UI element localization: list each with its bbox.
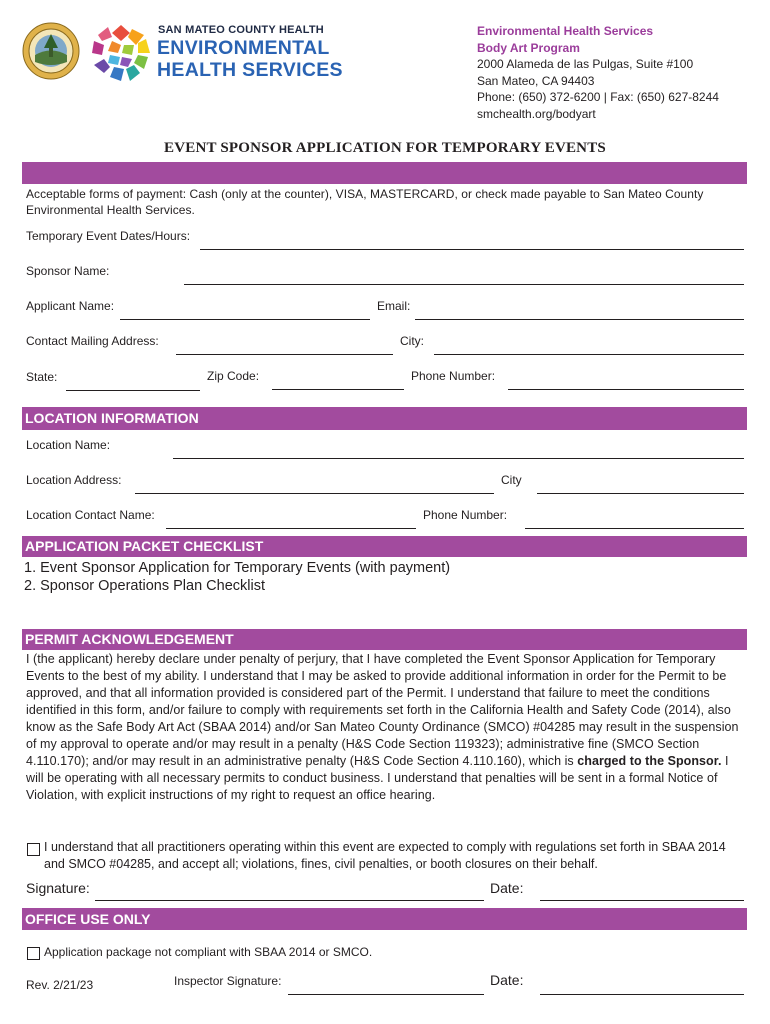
location-contact-field[interactable] [166,528,416,529]
revision-date: Rev. 2/21/23 [26,978,94,992]
mailing-address-label: Contact Mailing Address: [26,334,159,348]
phone-field[interactable] [508,389,744,390]
signature-field[interactable] [95,900,484,901]
city-label: City: [400,334,424,348]
location-address-label: Location Address: [26,473,122,487]
date-field[interactable] [540,900,744,901]
signature-label: Signature: [26,880,90,896]
ack-text-part: I (the applicant) hereby declare under penalty of perjury, that I have completed the Event Sponsor Application for Temporary Events to the best of my ability. I understand that I may be asked to provide additional information in order for the Permit to be approved, and that all information provided is considered part of the Permit. I understand that failure to meet the conditions identified in this form, and/or failure to comply with requirements set forth in the California Health and Safety Code (2014), also know as the Safe Body Art Act (SBAA 2014) and/or San Mateo County Ordinance (SMCO) #04285 may result in the suspension of my approval to operate and/or may result in a penalty (H&S Code Section 119323); administrative fine (SMCO Section 4.110.170); and/or may result in an administrative penalty (H&S Code Section 4.110.160), which is [26,652,739,768]
checklist-list [24,559,450,595]
program-name: Body Art Program [477,40,580,55]
agency-name-line2: HEALTH SERVICES [157,59,343,81]
checklist-item: 1. Event Sponsor Application for Temporary Events (with payment) [24,560,451,576]
email-label: Email: [377,299,411,313]
checklist-heading: APPLICATION PACKET CHECKLIST [25,538,264,554]
sponsor-name-label: Sponsor Name: [26,264,110,278]
acknowledgement-heading: PERMIT ACKNOWLEDGEMENT [25,631,234,647]
county-seal-logo [22,22,80,80]
compliance-checkbox[interactable] [27,843,40,856]
phone-fax: Phone: (650) 372-6200 | Fax: (650) 627-8244 [477,90,719,104]
phone-label: Phone Number: [411,369,496,383]
inspector-date-field[interactable] [540,994,744,995]
sponsor-name-field[interactable] [184,284,744,285]
inspector-signature-field[interactable] [288,994,484,995]
sponsor-section-bar [22,162,747,184]
payment-note: Acceptable forms of payment: Cash (only at the counter), VISA, MASTERCARD, or check made payable to San Mateo County Environmental Health Services. [26,187,704,217]
event-dates-label: Temporary Event Dates/Hours: [26,229,191,243]
location-city-label: City [501,473,522,487]
event-dates-field[interactable] [200,249,744,250]
mailing-address-field[interactable] [176,354,393,355]
state-field[interactable] [66,390,200,391]
state-label: State: [26,370,58,384]
address-line2: San Mateo, CA 94403 [477,73,595,88]
applicant-name-field[interactable] [120,319,370,320]
location-section-bar [22,407,747,430]
city-field[interactable] [434,354,744,355]
location-phone-label: Phone Number: [423,508,508,522]
website: smchealth.org/bodyart [477,106,596,121]
acknowledgement-text [26,651,746,804]
zip-label: Zip Code: [207,369,260,383]
email-field[interactable] [415,319,744,320]
inspector-signature-label: Inspector Signature: [174,974,282,988]
location-name-field[interactable] [173,458,744,459]
location-heading: LOCATION INFORMATION [25,410,199,426]
checklist-item: 2. Sponsor Operations Plan Checklist [24,578,265,594]
applicant-name-label: Applicant Name: [26,299,115,313]
checklist-section-bar [22,536,747,557]
ack-text-bold: charged to the Sponsor. [577,754,722,768]
acknowledgement-section-bar [22,629,747,650]
location-name-label: Location Name: [26,438,111,452]
dept-name: Environmental Health Services [477,24,654,38]
not-compliant-text: Application package not compliant with SBAA 2014 or SMCO. [44,945,373,959]
date-label: Date: [490,880,524,896]
compliance-checkbox-text: I understand that all practitioners operating within this event are expected to comply with regulations set forth in SBAA 2014 and SMCO #04285, and accept all; violations, fines, civil penalties, or booth closures on their behalf. [44,840,726,871]
zip-field[interactable] [272,389,404,390]
inspector-date-label: Date: [490,972,524,988]
not-compliant-checkbox[interactable] [27,947,40,960]
document-title: EVENT SPONSOR APPLICATION FOR TEMPORARY EVENTS [164,140,606,156]
contact-block [477,23,719,122]
location-phone-field[interactable] [525,528,744,529]
agency-name-line1: ENVIRONMENTAL [157,37,330,59]
agency-small-title: SAN MATEO COUNTY HEALTH [158,24,324,36]
office-heading: OFFICE USE ONLY [25,911,151,927]
ack-text-part: I will be operating with all necessary permits to conduct business. I understand that penalties will be sent in a formal Notice of Violation, with explicit instructions of my right to request an office hearing. [26,754,729,802]
location-address-field[interactable] [135,493,494,494]
location-city-field[interactable] [537,493,744,494]
mosaic-logo [90,23,152,83]
address-line1: 2000 Alameda de las Pulgas, Suite #100 [477,57,694,71]
location-contact-label: Location Contact Name: [26,508,155,522]
office-section-bar [22,908,747,930]
